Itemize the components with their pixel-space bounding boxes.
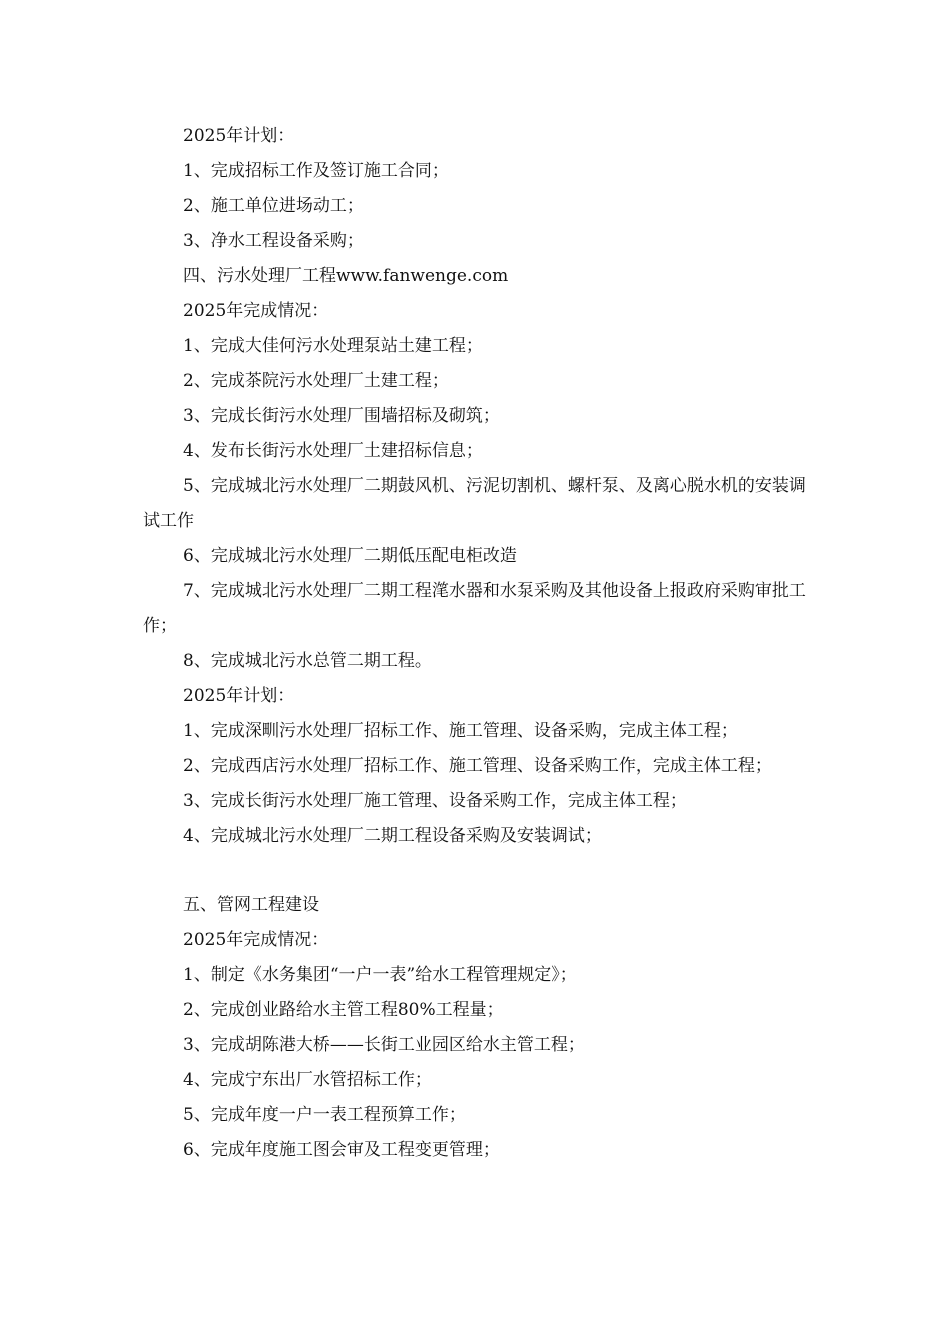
paragraph-gap bbox=[143, 854, 808, 888]
paragraph: 6、完成城北污水处理厂二期低压配电柜改造 bbox=[183, 546, 517, 566]
paragraph: 1、完成深甽污水处理厂招标工作、施工管理、设备采购，完成主体工程； bbox=[183, 721, 738, 741]
paragraph: 1、完成招标工作及签订施工合同； bbox=[183, 161, 449, 181]
paragraph: 2、完成茶院污水处理厂土建工程； bbox=[183, 371, 449, 391]
section-heading: 四、污水处理厂工程www.fanwenge.com bbox=[183, 266, 509, 286]
paragraph: 3、完成胡陈港大桥——长街工业园区给水主管工程； bbox=[183, 1035, 585, 1055]
paragraph: 3、净水工程设备采购； bbox=[183, 231, 364, 251]
paragraph: 6、完成年度施工图会审及工程变更管理； bbox=[183, 1140, 500, 1160]
paragraph: 4、完成城北污水处理厂二期工程设备采购及安装调试； bbox=[183, 826, 602, 846]
paragraph: 4、完成宁东出厂水管招标工作； bbox=[183, 1070, 432, 1090]
paragraph: 7、完成城北污水处理厂二期工程滗水器和水泵采购及其他设备上报政府采购审批工作； bbox=[143, 581, 806, 636]
paragraph: 3、完成长街污水处理厂围墙招标及砌筑； bbox=[183, 406, 500, 426]
paragraph: 1、制定《水务集团“一户一表”给水工程管理规定》； bbox=[183, 965, 577, 985]
paragraph: 5、完成城北污水处理厂二期鼓风机、污泥切割机、螺杆泵、及离心脱水机的安装调试工作 bbox=[143, 476, 806, 531]
paragraph: 2025年计划： bbox=[183, 686, 295, 706]
paragraph: 1、完成大佳何污水处理泵站土建工程； bbox=[183, 336, 483, 356]
paragraph: 3、完成长街污水处理厂施工管理、设备采购工作，完成主体工程； bbox=[183, 791, 687, 811]
paragraph: 2、完成创业路给水主管工程80%工程量； bbox=[183, 1000, 504, 1020]
paragraph: 2025年计划： bbox=[183, 126, 295, 146]
section-heading: 五、管网工程建设 bbox=[183, 895, 319, 915]
paragraph: 4、发布长街污水处理厂土建招标信息； bbox=[183, 441, 483, 461]
paragraph: 2025年完成情况： bbox=[183, 301, 329, 321]
paragraph: 5、完成年度一户一表工程预算工作； bbox=[183, 1105, 466, 1125]
paragraph: 8、完成城北污水总管二期工程。 bbox=[183, 651, 432, 671]
paragraph: 2、施工单位进场动工； bbox=[183, 196, 364, 216]
paragraph: 2、完成西店污水处理厂招标工作、施工管理、设备采购工作，完成主体工程； bbox=[183, 756, 772, 776]
paragraph: 2025年完成情况： bbox=[183, 930, 329, 950]
document-body bbox=[143, 119, 808, 1168]
